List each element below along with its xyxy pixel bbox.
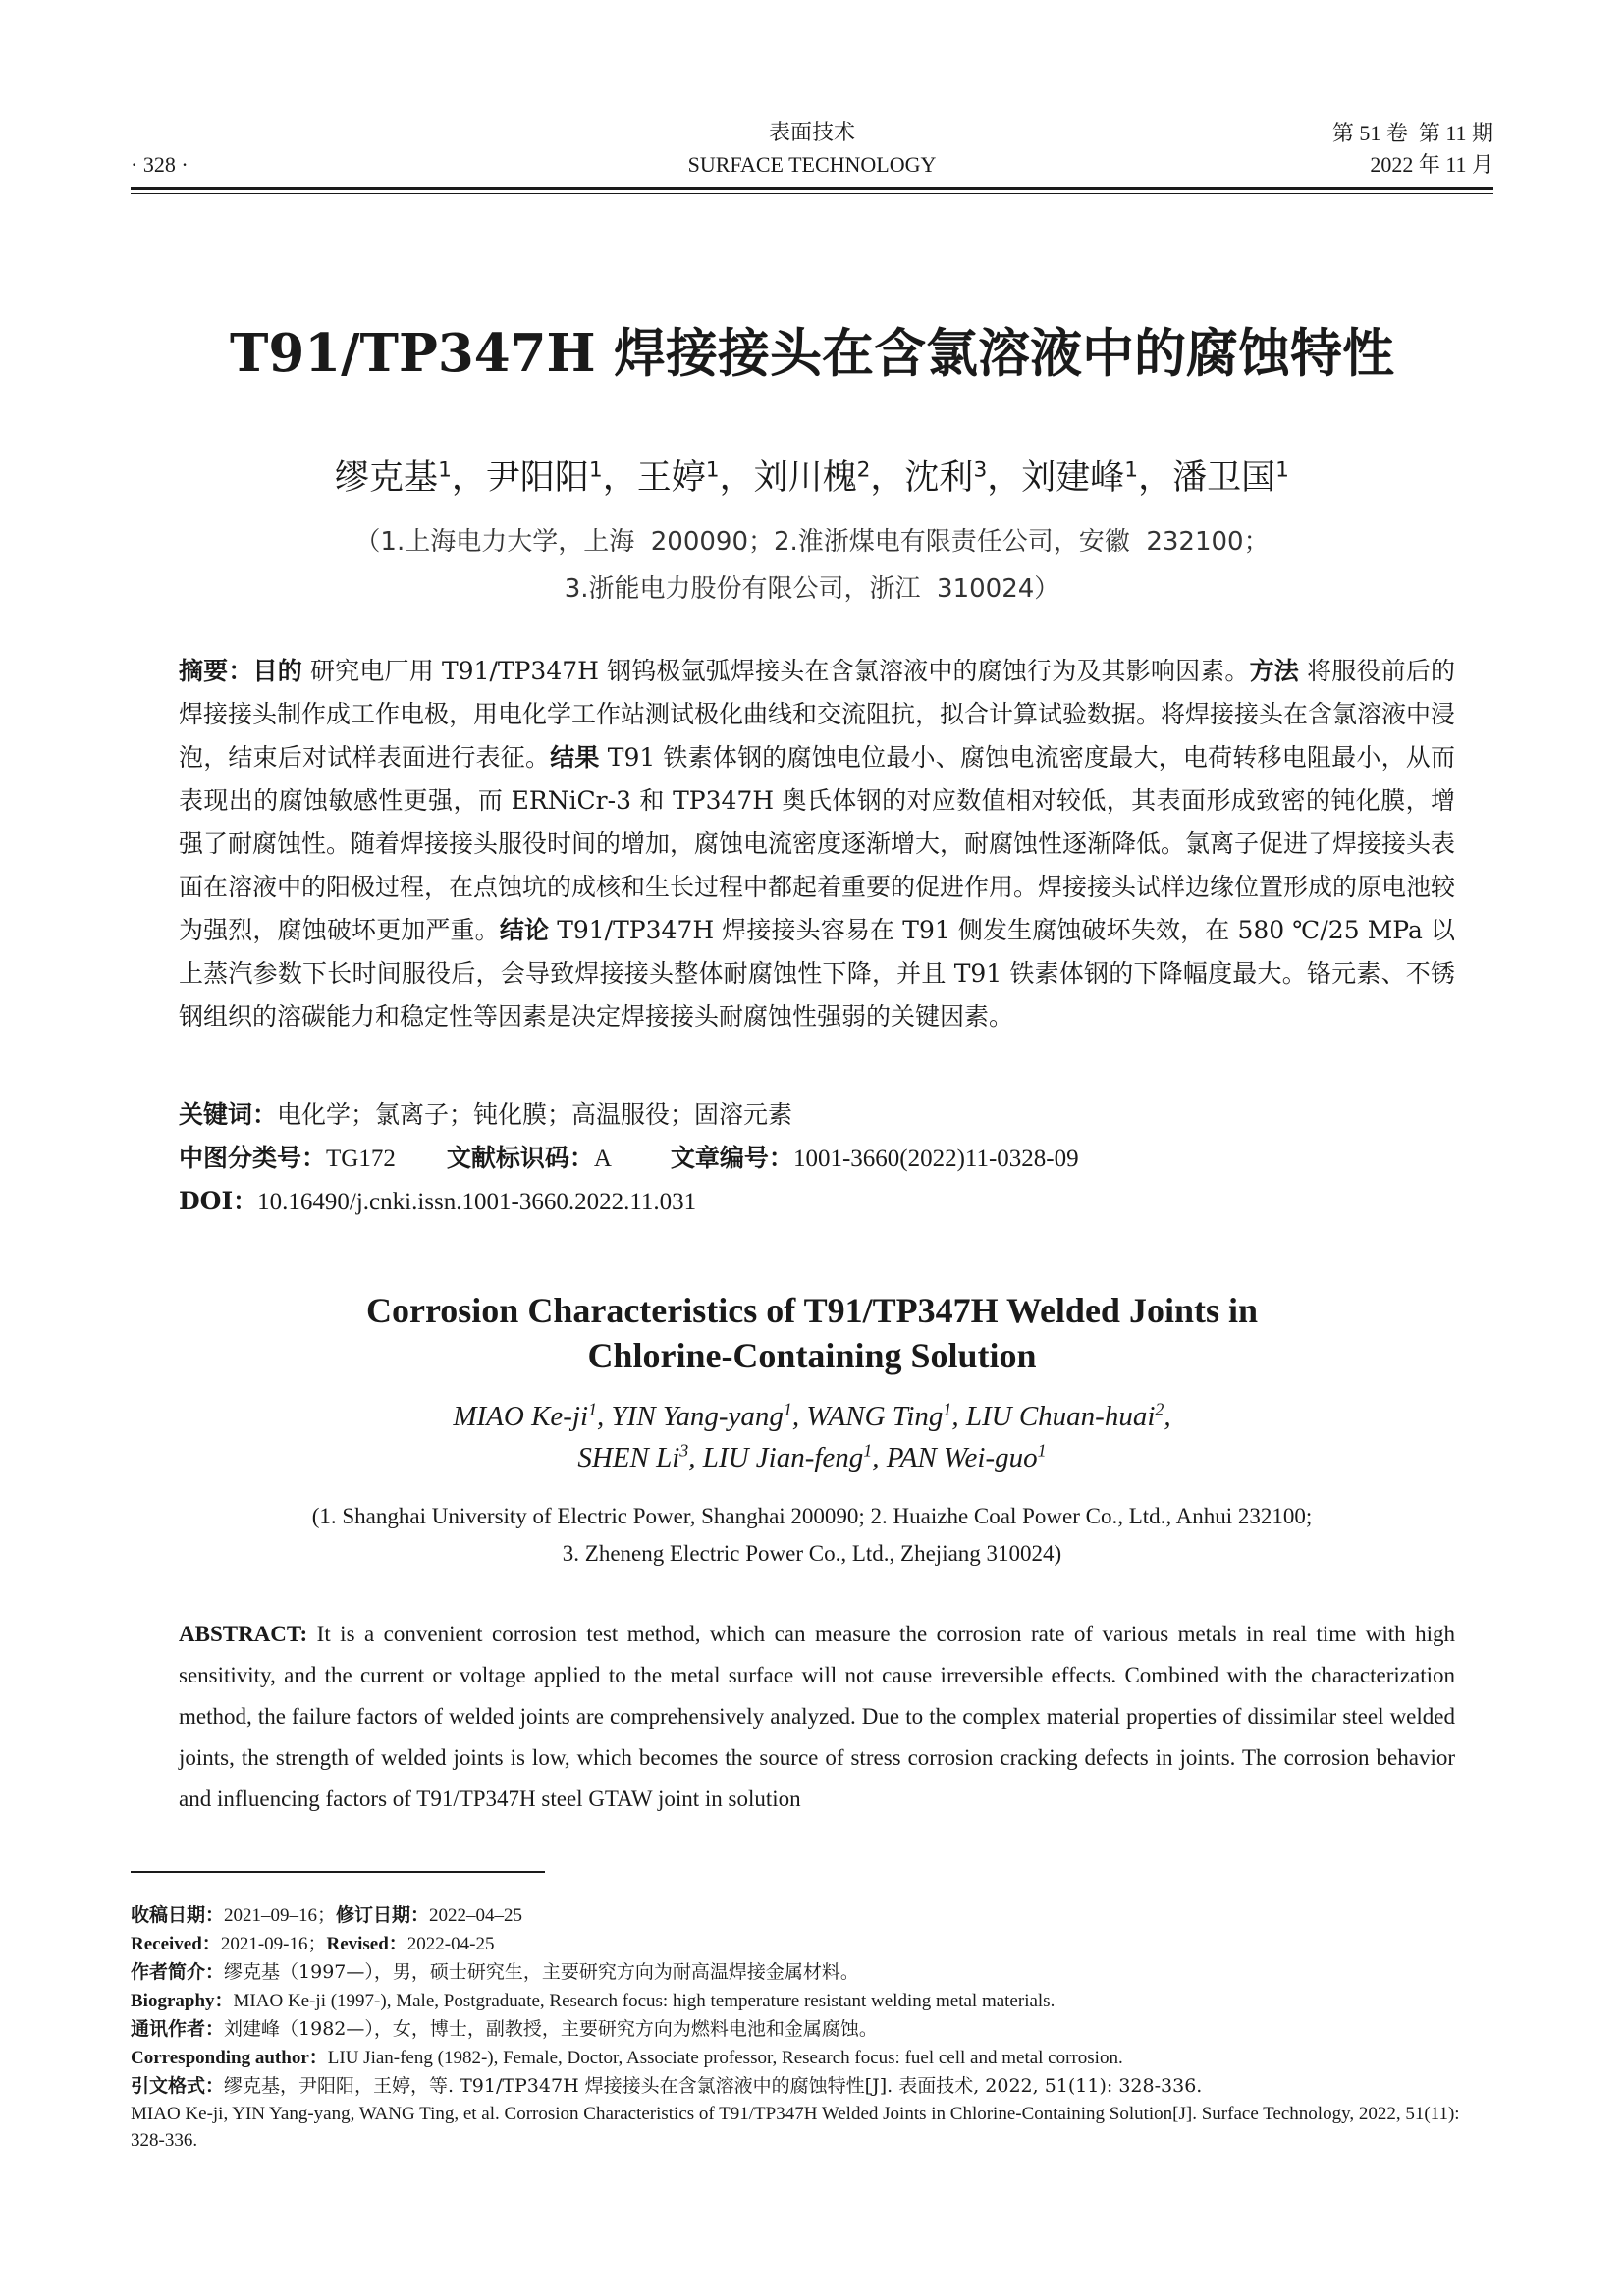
- author-name: YIN Yang-yang: [611, 1401, 784, 1432]
- author-list-cn: 缪克基$^1$，尹阳阳$^1$，王婷$^1$，刘川槐$^2$，沈利$^3$，刘建峰$^1$，潘卫国$^1$: [335, 457, 1289, 498]
- author-name: 潘卫国: [1172, 458, 1276, 498]
- author-name: 刘建峰: [1021, 458, 1125, 498]
- author-name: 尹阳阳: [485, 458, 589, 498]
- clc-value: TG172: [326, 1146, 396, 1172]
- author: [904, 458, 987, 498]
- affiliation-marker: 3: [973, 457, 988, 483]
- keywords-cn: [179, 1094, 792, 1137]
- author: [806, 1401, 951, 1432]
- method-text: 将服役前后的焊接接头制作成工作电极，用电化学工作站测试极化曲线和交流阻抗，拟合计算试验数据。将焊接接头在含氯溶液中浸泡，结束后对试样表面进行表征。: [179, 657, 1456, 772]
- author-name: 刘川槐: [753, 458, 857, 498]
- corresponding-cn: 通讯作者：刘建峰（1982—），女，博士，副教授，主要研究方向为燃料电池和金属腐蚀。: [131, 2018, 878, 2040]
- author: [754, 458, 871, 498]
- corresponding-en: Corresponding author：LIU Jian-feng (1982-), Female, Doctor, Associate professor, Research focus: fuel cell and metal corrosion.: [131, 2048, 1123, 2068]
- classification-line: [179, 1137, 1079, 1181]
- author: [453, 1401, 597, 1432]
- affiliation-marker: 2: [856, 457, 871, 483]
- doi-label: DOI：: [179, 1187, 258, 1215]
- affiliation-marker: 1: [1275, 457, 1289, 483]
- abstract-en: [179, 1614, 1455, 1820]
- doc-code-value: A: [593, 1146, 612, 1172]
- citation-en: MIAO Ke-ji, YIN Yang-yang, WANG Ting, et al. Corrosion Characteristics of T91/TP347H Welded Joints in Chlorine-Containing Solution[J]. Surface Technology, 2022, 51(11): 328-336.: [131, 2104, 1460, 2151]
- affiliation-marker: 1: [705, 457, 720, 483]
- author-name: LIU Jian-feng: [702, 1442, 864, 1473]
- affiliation-marker: 1: [588, 1399, 598, 1419]
- author-name: LIU Chuan-huai: [965, 1401, 1156, 1432]
- title-en-line-2: Chlorine-Containing Solution: [587, 1336, 1037, 1375]
- affiliation-marker: 1: [783, 1399, 792, 1419]
- conclusion-text: T91/TP347H 焊接接头容易在 T91 侧发生腐蚀破坏失效，在 580 ℃/25 MPa 以上蒸汽参数下长时间服役后，会导致焊接接头整体耐腐蚀性下降，并且 T91 铁素体钢的下降幅度最大。铬元素、不锈钢组织的溶碳能力和稳定性等因素是决定焊接接头耐腐蚀性强弱的关键因素。: [179, 916, 1455, 1031]
- author: [1172, 458, 1289, 498]
- author-name: 缪克基: [335, 458, 439, 498]
- author: [966, 1401, 1164, 1432]
- footnotes: [131, 1901, 1505, 2154]
- author: [703, 1442, 872, 1473]
- article-number-label: 文章编号：: [670, 1144, 793, 1172]
- author-name: SHEN Li: [577, 1442, 680, 1473]
- issue-date: 2022 年 11 月: [1370, 152, 1493, 177]
- doc-code-label: 文献标识码：: [446, 1144, 594, 1172]
- author: [637, 458, 720, 498]
- author-name: 沈利: [904, 458, 974, 498]
- received-en: Received：2021-09-16；Revised：2022-04-25: [131, 1934, 495, 1954]
- affiliation-line-2: 3.浙能电力股份有限公司，浙江 310024）: [564, 574, 1060, 604]
- abstract-label-en: ABSTRACT:: [179, 1622, 308, 1646]
- method-label: 方法: [1249, 657, 1299, 685]
- author: [486, 458, 603, 498]
- abstract-en-text: It is a convenient corrosion test method, which can measure the corrosion rate of various metals in real time with high sensitivity, and the current or voltage applied to the metal surface will not cause irreversible effects. Combined with the characterization method, the failure factors of welded joints are comprehensively analyzed. Due to the complex material properties of dissimilar steel welded joints, the strength of welded joints is low, which becomes the source of stress corrosion cracking defects in joints. The corrosion behavior and influencing factors of T91/TP347H steel GTAW joint in solution: [179, 1622, 1455, 1811]
- affiliation-marker: 1: [863, 1440, 873, 1461]
- purpose-label: 目的: [252, 657, 302, 685]
- affiliation-marker: 1: [1037, 1440, 1047, 1461]
- clc-label: 中图分类号：: [179, 1144, 327, 1172]
- abstract-label-cn: 摘要：: [179, 657, 253, 685]
- doi-value: 10.16490/j.cnki.issn.1001-3660.2022.11.031: [257, 1189, 697, 1215]
- received-cn: 收稿日期：2021–09–16；修订日期：2022–04–25: [131, 1904, 523, 1926]
- author-name: 王婷: [636, 458, 706, 498]
- author: [1021, 458, 1138, 498]
- affiliation-marker: 1: [588, 457, 603, 483]
- affiliation-en-line-1: (1. Shanghai University of Electric Power, Shanghai 200090; 2. Huaizhe Coal Power Co., Ltd., Anhui 232100;: [311, 1504, 1313, 1528]
- result-text: T91 铁素体钢的腐蚀电位最小、腐蚀电流密度最大，电荷转移电阻最小，从而表现出的腐蚀敏感性更强，而 ERNiCr-3 和 TP347H 奥氏体钢的对应数值相对较低，其表面形成致密的钝化膜，增强了耐腐蚀性。随着焊接接头服役时间的增加，腐蚀电流密度逐渐增大，耐腐蚀性逐渐降低。氯离子促进了焊接接头表面在溶液中的阳极过程，在点蚀坑的成核和生长过程中都起着重要的促进作用。焊接接头试样边缘位置形成的原电池较为强烈，腐蚀破坏更加严重。: [179, 743, 1456, 944]
- result-label: 结果: [550, 743, 600, 772]
- biography-en: Biography：MIAO Ke-ji (1997-), Male, Postgraduate, Research focus: high temperature resistant welding metal materials.: [131, 1991, 1056, 2011]
- author: [887, 1442, 1047, 1473]
- paper-title-cn: T91/TP347H 焊接接头在含氯溶液中的腐蚀特性: [229, 323, 1394, 384]
- affiliation-marker: 1: [438, 457, 452, 483]
- affiliation-marker: 1: [1124, 457, 1139, 483]
- volume-issue: 第 51 卷 第 11 期: [1331, 121, 1493, 145]
- conclusion-label: 结论: [499, 916, 550, 944]
- author-name: WANG Ting: [806, 1401, 944, 1432]
- author-list-en: MIAO $Ke-ji^1$, YIN Yang-yang$^1$, WANG Ting$^1$, LIU Chuan-huai$^2$, SHEN Li$^3$, LIU Jian-feng$^1$, PAN Wei-guo$^1$: [453, 1399, 1171, 1473]
- author-name: PAN Wei-guo: [886, 1442, 1038, 1473]
- header-rule-thick: [131, 187, 1493, 190]
- biography-cn: 作者简介：缪克基（1997—），男，硕士研究生，主要研究方向为耐高温焊接金属材料。: [131, 1961, 859, 1983]
- affiliations-cn: [131, 518, 1493, 613]
- journal-title-en: SURFACE TECHNOLOGY: [687, 152, 937, 177]
- affiliation-line-1: （1.上海电力大学，上海 200090；2.淮浙煤电有限责任公司，安徽 232100；: [354, 527, 1270, 557]
- author: [335, 458, 452, 498]
- affiliation-marker: 2: [1155, 1399, 1164, 1419]
- citation-cn: 引文格式：缪克基，尹阳阳，王婷，等. T91/TP347H 焊接接头在含氯溶液中的腐蚀特性[J]. 表面技术, 2022, 51(11): 328-336.: [131, 2075, 1203, 2097]
- affiliations-en: [131, 1498, 1493, 1573]
- affiliation-en-line-2: 3. Zheneng Electric Power Co., Ltd., Zhejiang 310024): [562, 1541, 1062, 1566]
- abstract-cn: [179, 650, 1455, 1039]
- affiliation-marker: 1: [943, 1399, 952, 1419]
- doi-line: [179, 1180, 696, 1224]
- affiliation-marker: 3: [679, 1440, 689, 1461]
- page-number: · 328 ·: [131, 152, 189, 177]
- paper-title-en: [131, 1288, 1493, 1378]
- header-rule-thin: [131, 193, 1493, 194]
- purpose-text: 研究电厂用 T91/TP347H 钢钨极氩弧焊接头在含氯溶液中的腐蚀行为及其影响因素。: [301, 657, 1250, 685]
- article-number-value: 1001-3660(2022)11-0328-09: [792, 1146, 1079, 1172]
- author: [577, 1442, 688, 1473]
- author-name: MIAO Ke-ji: [453, 1401, 589, 1432]
- keywords-label: 关键词：: [179, 1100, 278, 1129]
- journal-title-cn: 表面技术: [768, 121, 855, 145]
- title-en-line-1: Corrosion Characteristics of T91/TP347H Welded Joints in: [365, 1291, 1258, 1330]
- author: [612, 1401, 792, 1432]
- keywords-value: 电化学；氯离子；钝化膜；高温服役；固溶元素: [277, 1100, 793, 1129]
- footnote-rule: [131, 1871, 545, 1873]
